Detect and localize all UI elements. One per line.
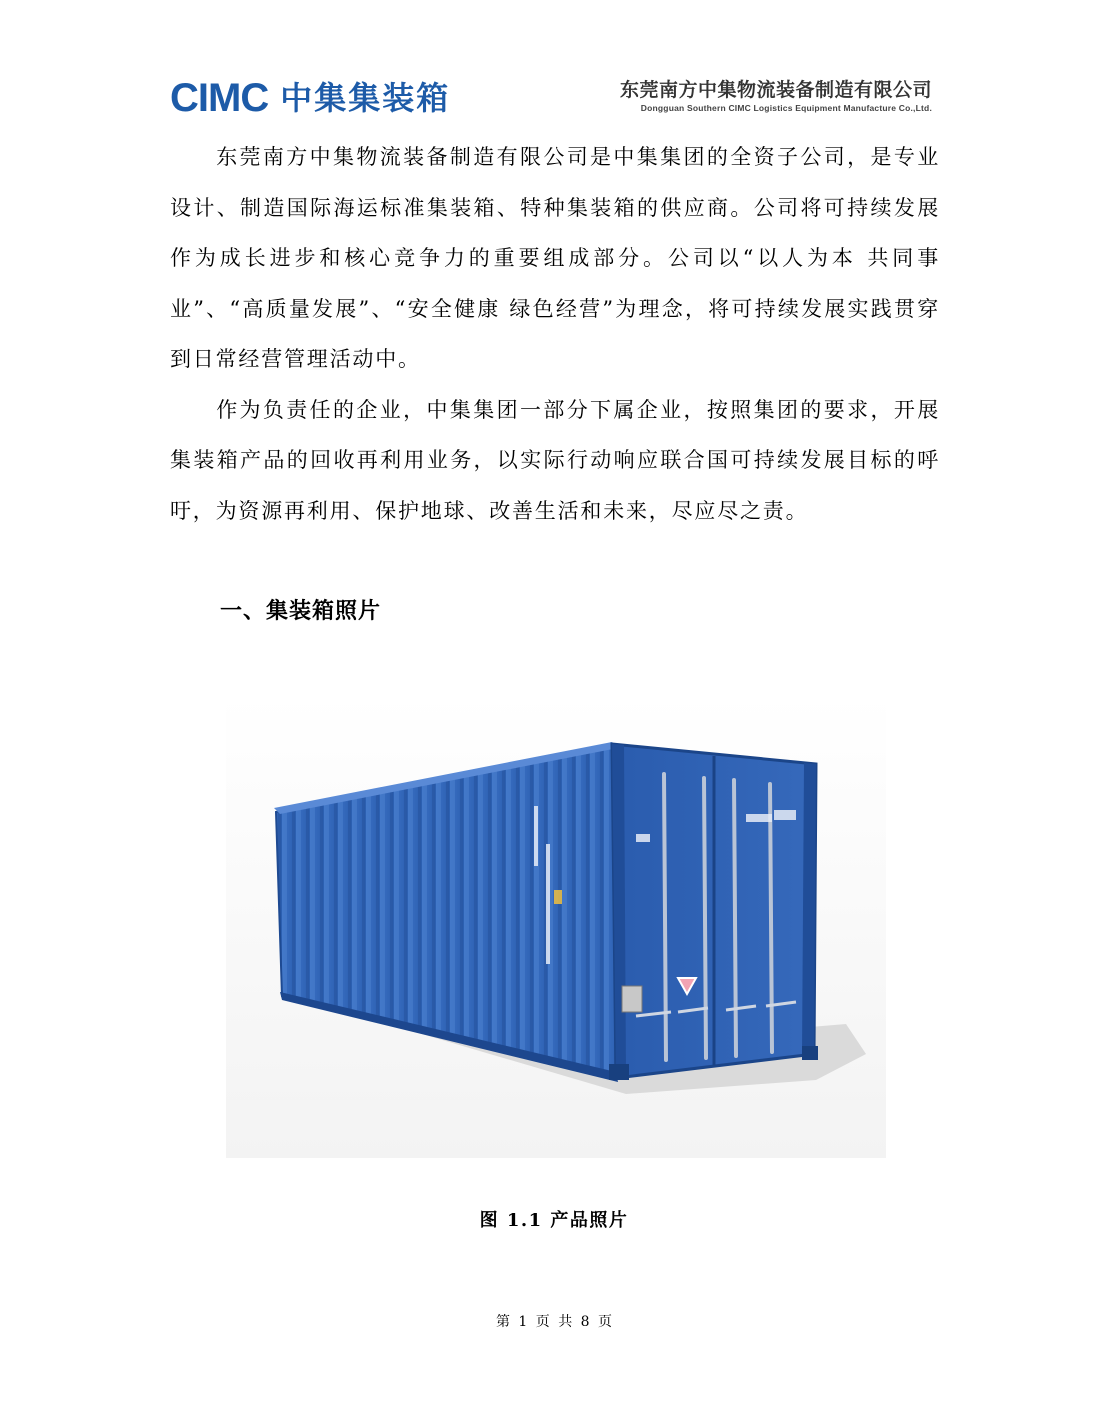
company-name-chinese: 东莞南方中集物流装备制造有限公司 (619, 79, 932, 101)
cimc-logo (170, 76, 450, 120)
company-name-block (620, 78, 932, 114)
page-footer: 第 1 页 共 8 页 (495, 1314, 613, 1330)
paragraph-intro: 东莞南方中集物流装备制造有限公司是中集集团的全资子公司，是专业设计、制造国际海运标准集装箱、特种集装箱的供应商。公司将可持续发展作为成长进步和核心竞争力的重要组成部分。公司以“以人为本 共同事业”、“高质量发展”、“安全健康 绿色经营”为理念，将可持续发展实践贯穿到日常经营管理活动中。 (170, 145, 940, 371)
logo-chinese-name: 中集集装箱 (280, 79, 451, 117)
paragraph-responsibility: 作为负责任的企业，中集集团一部分下属企业，按照集团的要求，开展集装箱产品的回收再利用业务，以实际行动响应联合国可持续发展目标的呼吁，为资源再利用、保护地球、改善生活和未来，尽应尽之责。 (170, 397, 940, 523)
body-text (170, 132, 940, 536)
figure-caption: 图 1.1 产品照片 (479, 1210, 629, 1231)
company-name-english: Dongguan Southern CIMC Logistics Equipment Manufacture Co.,Ltd. (640, 103, 932, 113)
section-heading: 一、集装箱照片 (220, 599, 382, 624)
container-photo (226, 694, 886, 1158)
logo-wordmark: CIMC (170, 76, 269, 120)
